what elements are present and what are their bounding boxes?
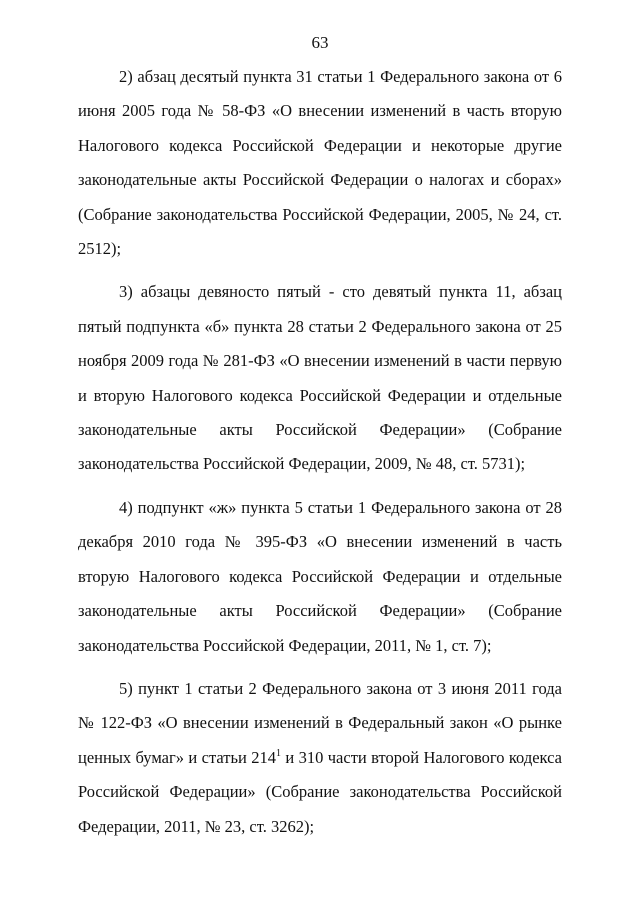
page-number: 63 [311, 33, 329, 52]
paragraph-item-3: 3) абзацы девяносто пятый - сто девятый пункта 11, абзац пятый подпункта «б» пункта 28 статьи 2 Федерального закона от 25 ноября 2009 года № 281-ФЗ «О внесении изменений в части первую и вторую Налогового кодекса Российской Федерации и отдельные законодательные акты Российской Федерации» (Собрание законодательства Российской Федерации, 2009, № 48, ст. 5731); [78, 282, 562, 474]
paragraph-item-5-text-end: и 310 части второй Налогового кодекса Российской Федерации» (Собрание законодательства Российской Федерации, 2011, № 23, ст. 3262); [78, 747, 563, 836]
paragraph-item-5 [78, 672, 562, 844]
paragraph-item-2: 2) абзац десятый пункта 31 статьи 1 Федерального закона от 6 июня 2005 года № 58-ФЗ «О внесении изменений в часть вторую Налогового кодекса Российской Федерации и некоторые другие законодательные акты Российской Федерации о налогах и сборах» (Собрание законодательства Российской Федерации, 2005, № 24, ст. 2512); [78, 67, 562, 259]
paragraph-item-5-text-start: 5) пункт 1 статьи 2 Федерального закона от 3 июня 2011 года № 122-ФЗ «О внесении изменений в Федеральный закон «О рынке ценных бумаг» и статьи 214 [78, 678, 562, 767]
document-body [78, 60, 562, 853]
article-superscript: 1 [275, 747, 281, 759]
paragraph-item-4: 4) подпункт «ж» пункта 5 статьи 1 Федерального закона от 28 декабря 2010 года № 395-ФЗ «О внесении изменений в часть вторую Налогового кодекса Российской Федерации и отдельные законодательные акты Российской Федерации» (Собрание законодательства Российской Федерации, 2011, № 1, ст. 7); [78, 497, 562, 655]
